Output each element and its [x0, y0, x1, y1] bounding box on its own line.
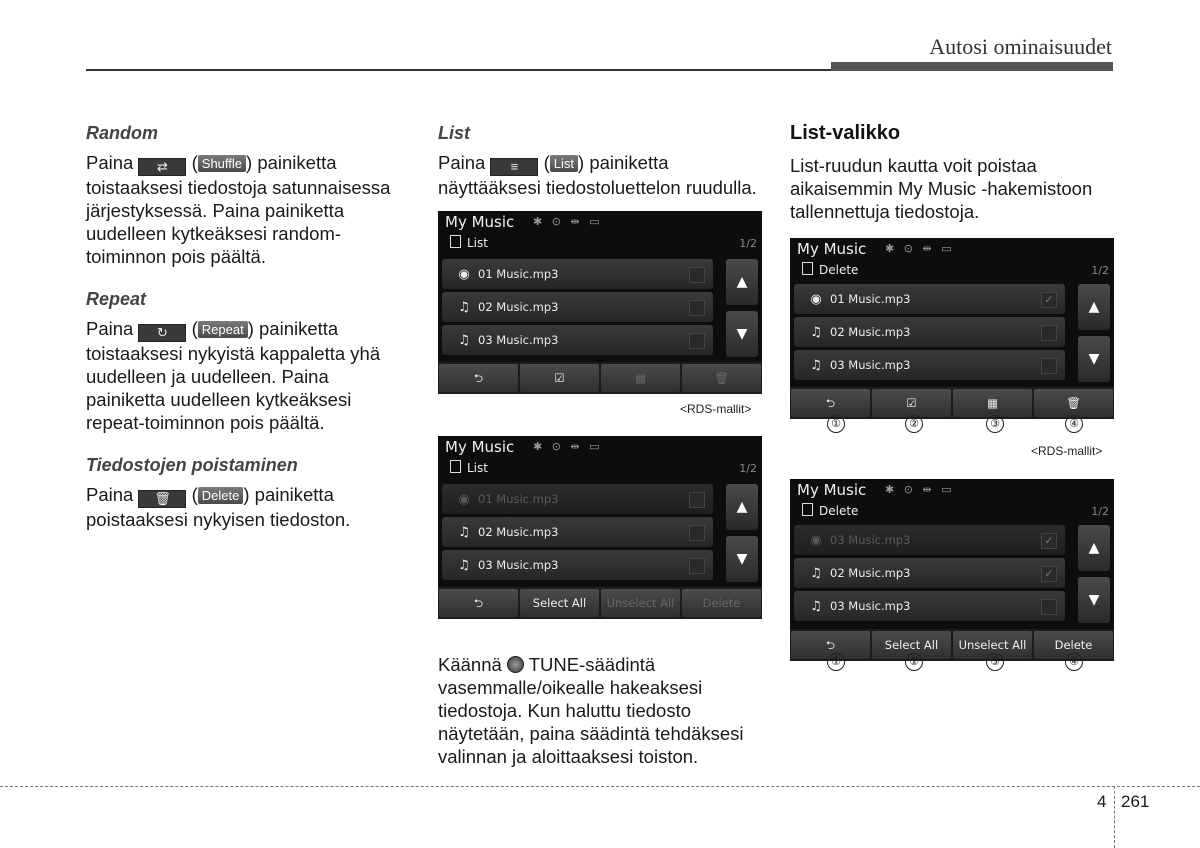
callout-2: ② — [905, 415, 923, 433]
list-menu-heading: List-valikko — [790, 122, 901, 144]
list-item[interactable]: ◉ 01 Music.mp3 ✓ — [794, 284, 1065, 314]
callout-numbers-2 — [790, 653, 1114, 671]
checkbox[interactable] — [1041, 358, 1057, 374]
callout-3: ③ — [986, 653, 1004, 671]
checkbox[interactable] — [689, 267, 705, 283]
list-item[interactable]: ◉ 01 Music.mp3 — [442, 484, 713, 514]
callout-3: ③ — [986, 415, 1004, 433]
shuffle-label: Shuffle — [198, 155, 246, 172]
back-button[interactable]: ⮌ — [791, 389, 870, 417]
back-button[interactable]: ⮌ — [439, 364, 518, 392]
page-indicator: 1/2 — [1091, 264, 1109, 277]
running-header-title: Autosi ominaisuudet — [929, 34, 1112, 59]
screen-list-2 — [438, 436, 762, 619]
music-note-icon: ♫ — [458, 525, 470, 540]
screen-subtitle: Delete — [802, 503, 858, 518]
header-rule-accent — [831, 62, 1113, 71]
random-paragraph: Paina ⇄ ( Shuffle ) painiketta toistaaksesi tiedostoja satunnaisessa järjestyksessä. Paina painiketta uudelleen kytkeäksesi random-toiminnon pois päältä. — [86, 152, 391, 267]
select-all-icon-button[interactable]: ☑ — [520, 364, 599, 392]
list-item[interactable]: ♫ 03 Music.mp3 — [794, 350, 1065, 380]
screen-delete-1 — [790, 238, 1114, 419]
checkbox[interactable] — [689, 333, 705, 349]
shuffle-icon: ⇄ — [138, 158, 186, 176]
callout-4: ④ — [1065, 415, 1083, 433]
delete-heading: Tiedostojen poistaminen — [86, 455, 298, 475]
list-icon: ≡ — [490, 158, 538, 176]
footer-divider — [1114, 786, 1115, 848]
checkbox[interactable] — [689, 558, 705, 574]
repeat-icon: ↻ — [138, 324, 186, 342]
screen-button-bar — [438, 362, 762, 394]
list-item[interactable]: ◉ 03 Music.mp3 ✓ — [794, 525, 1065, 555]
list-paragraph: Paina ≡ ( List ) painiketta näyttääksesi tiedostoluettelon ruudulla. — [438, 152, 757, 198]
status-icons: ✱ ⊙ ⇹ ▭ — [533, 215, 603, 228]
screen-subtitle: List — [450, 235, 488, 250]
footer-rule — [0, 786, 1200, 787]
screen-subtitle: List — [450, 460, 488, 475]
document-icon — [450, 460, 461, 473]
back-button[interactable]: ⮌ — [791, 631, 870, 659]
list-item[interactable]: ♫ 03 Music.mp3 — [442, 550, 713, 580]
checkbox[interactable]: ✓ — [1041, 533, 1057, 549]
page-number: 261 — [1121, 792, 1150, 811]
page-indicator: 1/2 — [739, 237, 757, 250]
list-item[interactable]: ♫ 03 Music.mp3 — [442, 325, 713, 355]
document-icon — [450, 235, 461, 248]
delete-icon-button[interactable]: 🗑 — [682, 364, 761, 392]
document-icon — [802, 503, 813, 516]
list-heading: List — [438, 123, 471, 143]
scroll-up-button[interactable]: ▲ — [1078, 284, 1110, 330]
list-item[interactable]: ♫ 02 Music.mp3 ✓ — [794, 558, 1065, 588]
column-right — [790, 122, 1114, 223]
scroll-down-button[interactable]: ▼ — [726, 311, 758, 357]
list-menu-paragraph: List-ruudun kautta voit poistaa aikaisemmin My Music -hakemistoon tallennettuja tiedostoja. — [790, 155, 1093, 222]
callout-1: ① — [827, 653, 845, 671]
checkbox[interactable] — [689, 300, 705, 316]
music-note-icon: ♫ — [810, 599, 822, 614]
list-item[interactable]: ◉ 01 Music.mp3 — [442, 259, 713, 289]
checkbox[interactable]: ✓ — [1041, 566, 1057, 582]
list-label: List — [550, 155, 578, 172]
repeat-label: Repeat — [198, 321, 248, 338]
section-number: 4 — [1097, 792, 1107, 811]
screen-title: My Music — [797, 481, 867, 499]
play-icon: ◉ — [458, 267, 470, 282]
list-item[interactable]: ♫ 02 Music.mp3 — [442, 292, 713, 322]
scroll-down-button[interactable]: ▼ — [1078, 336, 1110, 382]
unselect-all-icon-button[interactable]: ▦ — [601, 364, 680, 392]
callout-numbers-1 — [790, 415, 1114, 433]
page-indicator: 1/2 — [1091, 505, 1109, 518]
callout-1: ① — [827, 415, 845, 433]
screen-list-1 — [438, 211, 762, 394]
trash-icon: 🗑 — [138, 490, 186, 508]
play-icon: ◉ — [810, 292, 822, 307]
screen-button-bar — [438, 587, 762, 619]
checkbox[interactable]: ✓ — [1041, 292, 1057, 308]
scroll-up-button[interactable]: ▲ — [1078, 525, 1110, 571]
screen-delete-2 — [790, 479, 1114, 661]
list-item[interactable]: ♫ 03 Music.mp3 — [794, 591, 1065, 621]
list-item[interactable]: ♫ 02 Music.mp3 — [442, 517, 713, 547]
repeat-heading: Repeat — [86, 289, 147, 309]
scroll-down-button[interactable]: ▼ — [1078, 577, 1110, 623]
delete-button[interactable]: Delete — [682, 589, 761, 617]
select-all-icon-button[interactable]: ☑ — [872, 389, 951, 417]
screen-subtitle: Delete — [802, 262, 858, 277]
music-note-icon: ♫ — [810, 358, 822, 373]
delete-icon-button[interactable]: 🗑 — [1034, 389, 1113, 417]
delete-button[interactable]: Delete — [1034, 631, 1113, 659]
checkbox[interactable] — [689, 492, 705, 508]
document-icon — [802, 262, 813, 275]
caption-rds-1: <RDS-mallit> — [680, 402, 752, 416]
scroll-up-button[interactable]: ▲ — [726, 259, 758, 305]
page-indicator: 1/2 — [739, 462, 757, 475]
play-icon: ◉ — [458, 492, 470, 507]
screen-title: My Music — [445, 213, 515, 231]
status-icons: ✱ ⊙ ⇹ ▭ — [533, 440, 603, 453]
callout-2: ② — [905, 653, 923, 671]
list-item[interactable]: ♫ 02 Music.mp3 — [794, 317, 1065, 347]
unselect-all-button[interactable]: Unselect All — [601, 589, 680, 617]
music-note-icon: ♫ — [458, 300, 470, 315]
screen-title: My Music — [797, 240, 867, 258]
column-left — [86, 122, 410, 531]
music-note-icon: ♫ — [458, 558, 470, 573]
checkbox[interactable] — [1041, 599, 1057, 615]
delete-paragraph: Paina 🗑 ( Delete ) painiketta poistaaksesi nykyisen tiedoston. — [86, 484, 351, 530]
scroll-up-button[interactable]: ▲ — [726, 484, 758, 530]
checkbox[interactable] — [1041, 325, 1057, 341]
select-all-button[interactable]: Select All — [520, 589, 599, 617]
tune-knob-icon — [507, 656, 524, 673]
music-note-icon: ♫ — [810, 325, 822, 340]
tune-paragraph: Käännä TUNE-säädintä vasemmalle/oikealle hakeaksesi tiedostoja. Kun haluttu tiedosto näytetään, paina säädintä tehdäksesi valinnan ja aloittaaksesi toiston. — [438, 654, 744, 767]
music-note-icon: ♫ — [810, 566, 822, 581]
unselect-all-icon-button[interactable]: ▦ — [953, 389, 1032, 417]
random-heading: Random — [86, 123, 158, 143]
column-middle — [438, 122, 762, 199]
unselect-all-button[interactable]: Unselect All — [953, 631, 1032, 659]
scroll-down-button[interactable]: ▼ — [726, 536, 758, 582]
caption-rds-2: <RDS-mallit> — [1031, 444, 1103, 458]
checkbox[interactable] — [689, 525, 705, 541]
delete-label: Delete — [198, 487, 244, 504]
screen-title: My Music — [445, 438, 515, 456]
back-button[interactable]: ⮌ — [439, 589, 518, 617]
callout-4: ④ — [1065, 653, 1083, 671]
music-note-icon: ♫ — [458, 333, 470, 348]
select-all-button[interactable]: Select All — [872, 631, 951, 659]
play-icon: ◉ — [810, 533, 822, 548]
status-icons: ✱ ⊙ ⇹ ▭ — [885, 483, 955, 496]
header-rule — [86, 69, 831, 71]
repeat-paragraph: Paina ↻ ( Repeat ) painiketta toistaaksesi nykyistä kappaletta yhä uudelleen ja uudelleen. Paina painiketta uudelleen kytkeäksesi repeat-toiminnon pois päältä. — [86, 318, 381, 433]
status-icons: ✱ ⊙ ⇹ ▭ — [885, 242, 955, 255]
